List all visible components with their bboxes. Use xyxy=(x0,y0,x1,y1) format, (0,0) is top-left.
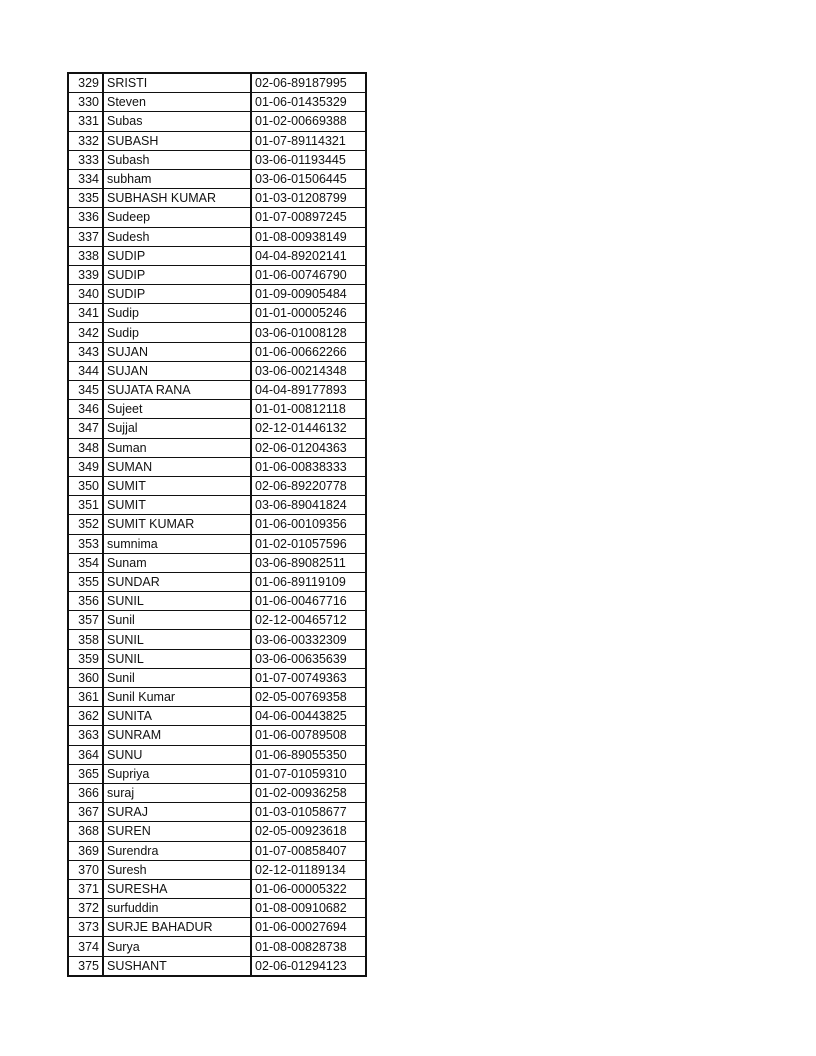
table-row xyxy=(68,937,366,956)
records-table xyxy=(67,72,367,977)
table-row xyxy=(68,803,366,822)
table-row xyxy=(68,246,366,265)
row-number: 357 xyxy=(68,611,103,630)
table-row xyxy=(68,419,366,438)
row-code: 01-08-00938149 xyxy=(251,227,366,246)
row-number: 343 xyxy=(68,342,103,361)
table-row xyxy=(68,73,366,93)
row-number: 335 xyxy=(68,189,103,208)
row-code: 01-06-00838333 xyxy=(251,457,366,476)
table-row xyxy=(68,265,366,284)
row-number: 330 xyxy=(68,93,103,112)
row-code: 02-05-00769358 xyxy=(251,688,366,707)
row-code: 03-06-89082511 xyxy=(251,553,366,572)
row-number: 369 xyxy=(68,841,103,860)
row-code: 03-06-01506445 xyxy=(251,169,366,188)
row-name: subham xyxy=(103,169,251,188)
row-number: 363 xyxy=(68,726,103,745)
row-number: 365 xyxy=(68,764,103,783)
row-name: Sunil xyxy=(103,668,251,687)
table-row xyxy=(68,169,366,188)
row-name: Sudeep xyxy=(103,208,251,227)
row-number: 338 xyxy=(68,246,103,265)
row-code: 01-07-00858407 xyxy=(251,841,366,860)
row-code: 04-04-89177893 xyxy=(251,381,366,400)
row-name: Sudip xyxy=(103,323,251,342)
row-number: 340 xyxy=(68,285,103,304)
row-number: 342 xyxy=(68,323,103,342)
table-row xyxy=(68,592,366,611)
row-number: 333 xyxy=(68,150,103,169)
row-code: 01-03-01058677 xyxy=(251,803,366,822)
row-name: Sujjal xyxy=(103,419,251,438)
row-code: 02-05-00923618 xyxy=(251,822,366,841)
table-row xyxy=(68,688,366,707)
row-name: SUBASH xyxy=(103,131,251,150)
row-code: 01-09-00905484 xyxy=(251,285,366,304)
table-row xyxy=(68,285,366,304)
row-number: 362 xyxy=(68,707,103,726)
row-code: 03-06-01193445 xyxy=(251,150,366,169)
row-code: 01-06-00005322 xyxy=(251,879,366,898)
row-name: SUNRAM xyxy=(103,726,251,745)
row-code: 01-06-00662266 xyxy=(251,342,366,361)
row-name: SUSHANT xyxy=(103,956,251,976)
table-row xyxy=(68,841,366,860)
row-name: Surya xyxy=(103,937,251,956)
row-name: Steven xyxy=(103,93,251,112)
row-name: SRISTI xyxy=(103,73,251,93)
row-name: SUDIP xyxy=(103,265,251,284)
row-code: 03-06-00214348 xyxy=(251,361,366,380)
row-number: 329 xyxy=(68,73,103,93)
row-number: 370 xyxy=(68,860,103,879)
row-number: 336 xyxy=(68,208,103,227)
table-row xyxy=(68,956,366,976)
row-number: 371 xyxy=(68,879,103,898)
row-code: 01-06-00789508 xyxy=(251,726,366,745)
table-row xyxy=(68,860,366,879)
row-code: 01-07-00749363 xyxy=(251,668,366,687)
table-row xyxy=(68,745,366,764)
table-row xyxy=(68,822,366,841)
row-name: SURAJ xyxy=(103,803,251,822)
row-number: 375 xyxy=(68,956,103,976)
row-code: 01-06-00027694 xyxy=(251,918,366,937)
row-name: SUBHASH KUMAR xyxy=(103,189,251,208)
row-number: 349 xyxy=(68,457,103,476)
row-code: 04-04-89202141 xyxy=(251,246,366,265)
row-name: Sunam xyxy=(103,553,251,572)
row-number: 366 xyxy=(68,783,103,802)
table-row xyxy=(68,726,366,745)
row-name: Sunil Kumar xyxy=(103,688,251,707)
table-row xyxy=(68,496,366,515)
row-code: 02-12-01189134 xyxy=(251,860,366,879)
row-number: 361 xyxy=(68,688,103,707)
table-row xyxy=(68,400,366,419)
table-row xyxy=(68,476,366,495)
row-name: SUREN xyxy=(103,822,251,841)
row-name: SUMIT xyxy=(103,476,251,495)
row-code: 03-06-01008128 xyxy=(251,323,366,342)
row-number: 359 xyxy=(68,649,103,668)
row-code: 01-02-00669388 xyxy=(251,112,366,131)
row-code: 02-06-01204363 xyxy=(251,438,366,457)
row-number: 358 xyxy=(68,630,103,649)
table-row xyxy=(68,879,366,898)
row-number: 331 xyxy=(68,112,103,131)
row-name: SUJAN xyxy=(103,342,251,361)
table-row xyxy=(68,208,366,227)
row-name: SUNU xyxy=(103,745,251,764)
table-row xyxy=(68,534,366,553)
row-code: 01-06-89055350 xyxy=(251,745,366,764)
row-number: 355 xyxy=(68,572,103,591)
row-name: surfuddin xyxy=(103,899,251,918)
table-row xyxy=(68,764,366,783)
row-number: 352 xyxy=(68,515,103,534)
row-number: 351 xyxy=(68,496,103,515)
row-code: 01-01-00812118 xyxy=(251,400,366,419)
row-number: 367 xyxy=(68,803,103,822)
table-row xyxy=(68,553,366,572)
row-code: 03-06-00635639 xyxy=(251,649,366,668)
row-name: Suman xyxy=(103,438,251,457)
row-name: SUNITA xyxy=(103,707,251,726)
row-code: 01-06-00467716 xyxy=(251,592,366,611)
row-number: 368 xyxy=(68,822,103,841)
row-number: 347 xyxy=(68,419,103,438)
row-name: SURJE BAHADUR xyxy=(103,918,251,937)
row-name: Surendra xyxy=(103,841,251,860)
row-number: 360 xyxy=(68,668,103,687)
table-row xyxy=(68,783,366,802)
row-number: 356 xyxy=(68,592,103,611)
row-number: 350 xyxy=(68,476,103,495)
table-row xyxy=(68,899,366,918)
table-row xyxy=(68,323,366,342)
row-name: SURESHA xyxy=(103,879,251,898)
table-row xyxy=(68,918,366,937)
table-row xyxy=(68,131,366,150)
row-name: suraj xyxy=(103,783,251,802)
row-code: 02-06-01294123 xyxy=(251,956,366,976)
row-name: SUJATA RANA xyxy=(103,381,251,400)
row-name: SUMIT KUMAR xyxy=(103,515,251,534)
row-name: Sudesh xyxy=(103,227,251,246)
row-number: 332 xyxy=(68,131,103,150)
row-code: 01-02-00936258 xyxy=(251,783,366,802)
row-code: 01-07-89114321 xyxy=(251,131,366,150)
row-code: 01-06-01435329 xyxy=(251,93,366,112)
row-code: 01-01-00005246 xyxy=(251,304,366,323)
table-row xyxy=(68,361,366,380)
row-number: 344 xyxy=(68,361,103,380)
row-code: 01-08-00910682 xyxy=(251,899,366,918)
table-row xyxy=(68,668,366,687)
row-number: 374 xyxy=(68,937,103,956)
row-code: 01-06-00746790 xyxy=(251,265,366,284)
table-row xyxy=(68,649,366,668)
row-name: sumnima xyxy=(103,534,251,553)
table-row xyxy=(68,227,366,246)
row-name: SUNIL xyxy=(103,630,251,649)
row-number: 339 xyxy=(68,265,103,284)
row-name: Suresh xyxy=(103,860,251,879)
row-code: 02-06-89220778 xyxy=(251,476,366,495)
row-number: 353 xyxy=(68,534,103,553)
table-row xyxy=(68,112,366,131)
row-number: 345 xyxy=(68,381,103,400)
table-row xyxy=(68,304,366,323)
row-number: 346 xyxy=(68,400,103,419)
row-name: Subash xyxy=(103,150,251,169)
row-code: 01-08-00828738 xyxy=(251,937,366,956)
row-code: 01-07-00897245 xyxy=(251,208,366,227)
table-row xyxy=(68,150,366,169)
row-name: SUJAN xyxy=(103,361,251,380)
row-name: SUDIP xyxy=(103,246,251,265)
row-name: Subas xyxy=(103,112,251,131)
row-number: 354 xyxy=(68,553,103,572)
row-number: 373 xyxy=(68,918,103,937)
table-row xyxy=(68,457,366,476)
row-code: 01-03-01208799 xyxy=(251,189,366,208)
row-name: Sudip xyxy=(103,304,251,323)
table-row xyxy=(68,342,366,361)
table-row xyxy=(68,515,366,534)
table-row xyxy=(68,572,366,591)
row-code: 03-06-00332309 xyxy=(251,630,366,649)
table-row xyxy=(68,189,366,208)
row-name: Sujeet xyxy=(103,400,251,419)
row-name: SUNDAR xyxy=(103,572,251,591)
table-row xyxy=(68,93,366,112)
row-number: 337 xyxy=(68,227,103,246)
row-code: 01-06-89119109 xyxy=(251,572,366,591)
row-code: 01-02-01057596 xyxy=(251,534,366,553)
row-number: 348 xyxy=(68,438,103,457)
row-name: Sunil xyxy=(103,611,251,630)
row-number: 372 xyxy=(68,899,103,918)
row-name: SUMAN xyxy=(103,457,251,476)
row-code: 02-12-01446132 xyxy=(251,419,366,438)
row-code: 02-12-00465712 xyxy=(251,611,366,630)
row-code: 03-06-89041824 xyxy=(251,496,366,515)
row-number: 364 xyxy=(68,745,103,764)
table-row xyxy=(68,630,366,649)
table-row xyxy=(68,381,366,400)
row-name: SUDIP xyxy=(103,285,251,304)
row-code: 02-06-89187995 xyxy=(251,73,366,93)
row-name: Supriya xyxy=(103,764,251,783)
row-name: SUNIL xyxy=(103,649,251,668)
row-code: 01-07-01059310 xyxy=(251,764,366,783)
row-code: 04-06-00443825 xyxy=(251,707,366,726)
row-number: 341 xyxy=(68,304,103,323)
row-name: SUNIL xyxy=(103,592,251,611)
table-row xyxy=(68,438,366,457)
row-name: SUMIT xyxy=(103,496,251,515)
row-number: 334 xyxy=(68,169,103,188)
row-code: 01-06-00109356 xyxy=(251,515,366,534)
table-row xyxy=(68,707,366,726)
table-row xyxy=(68,611,366,630)
